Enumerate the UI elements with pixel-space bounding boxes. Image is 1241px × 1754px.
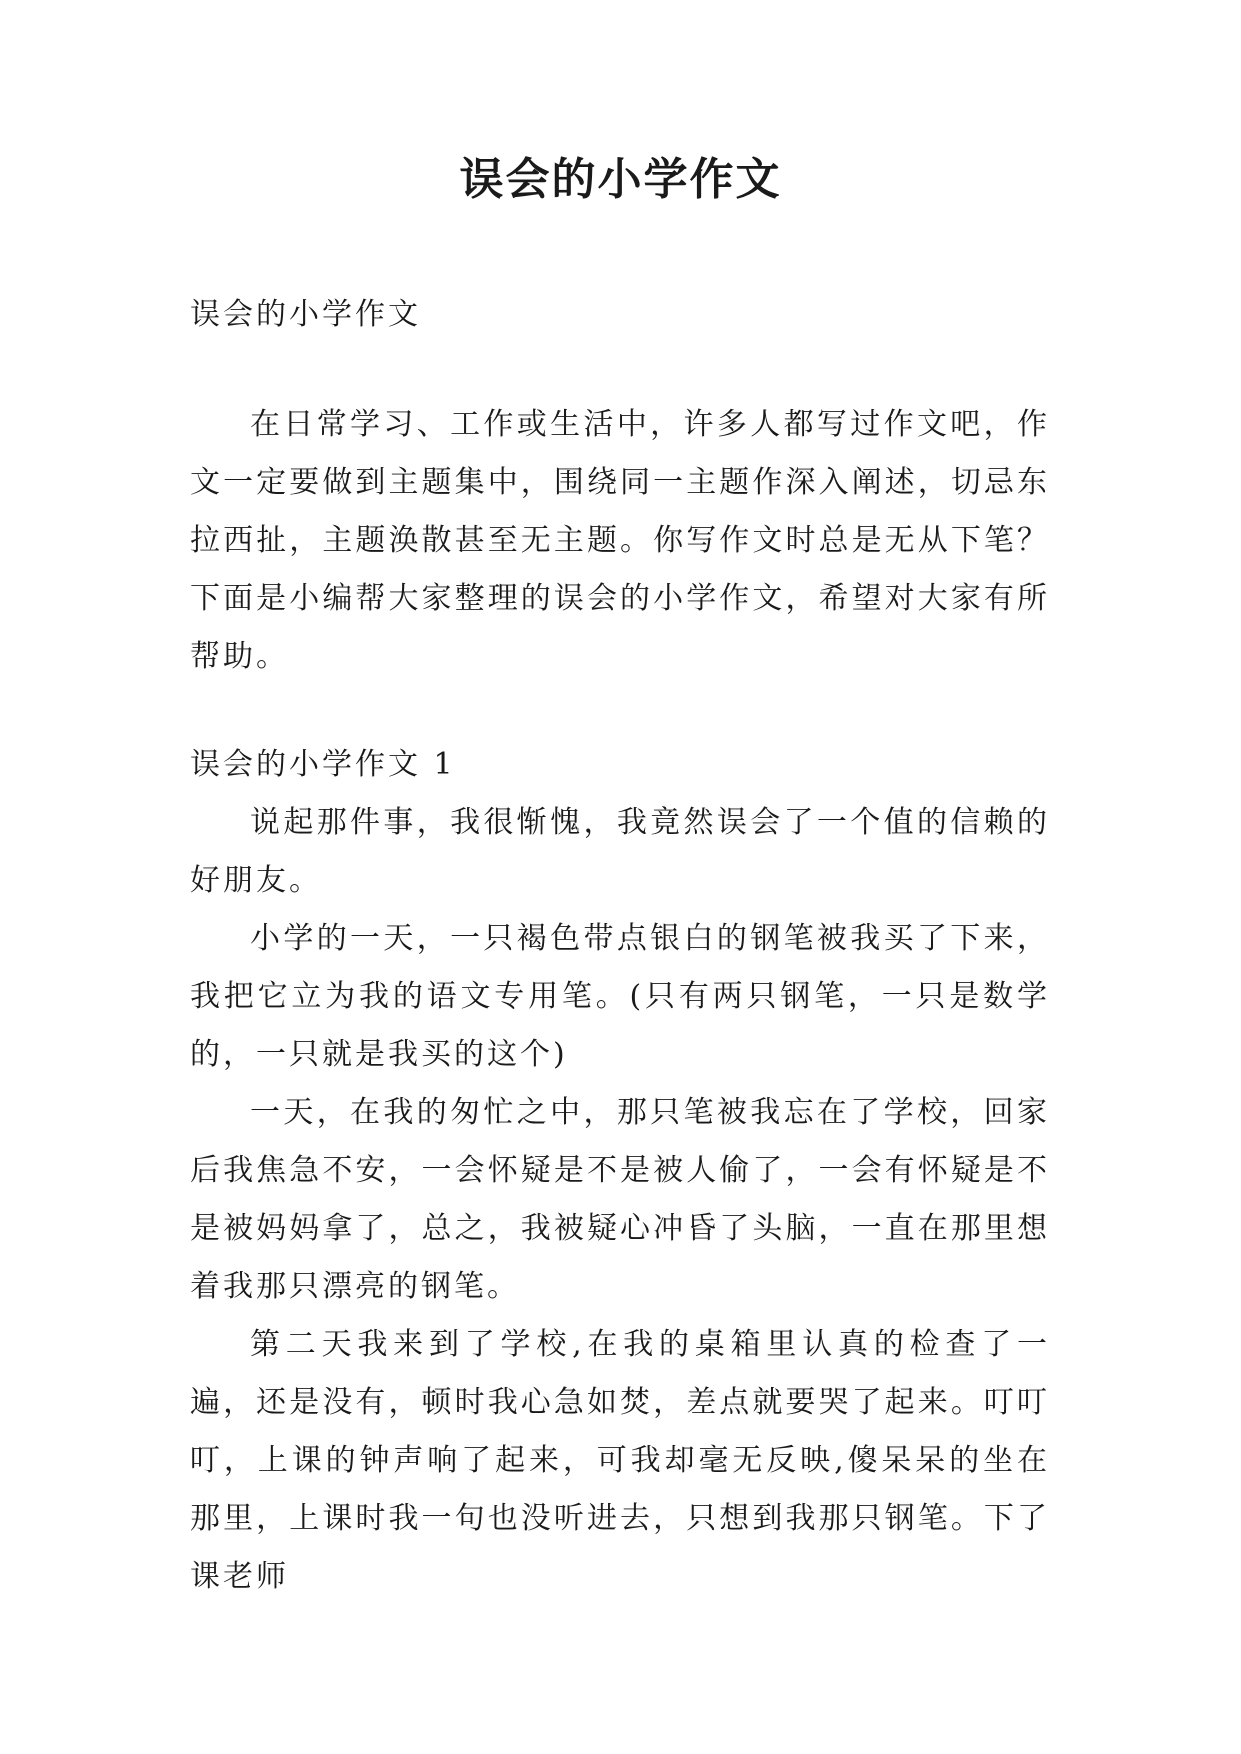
body-paragraph: 一天，在我的匆忙之中，那只笔被我忘在了学校，回家后我焦急不安，一会怀疑是不是被人偷了，一会有怀疑是不是被妈妈拿了，总之，我被疑心冲昏了头脑，一直在那里想着我那只漂亮的钢笔。 bbox=[190, 1095, 1050, 1304]
document-body bbox=[190, 286, 1050, 1606]
body-paragraph: 小学的一天，一只褐色带点银白的钢笔被我买了下来，我把它立为我的语文专用笔。(只有两只钢笔，一只是数学的，一只就是我买的这个) bbox=[190, 921, 1050, 1072]
body-paragraph: 第二天我来到了学校,在我的桌箱里认真的检查了一遍，还是没有，顿时我心急如焚，差点就要哭了起来。叮叮叮，上课的钟声响了起来，可我却毫无反映,傻呆呆的坐在那里，上课时我一句也没听进去，只想到我那只钢笔。下了课老师 bbox=[190, 1327, 1050, 1594]
document-title: 误会的小学作文 bbox=[459, 154, 782, 205]
section-heading: 误会的小学作文 1 bbox=[190, 747, 456, 782]
body-paragraph: 说起那件事，我很惭愧，我竟然误会了一个值的信赖的好朋友。 bbox=[190, 805, 1050, 898]
document-subtitle: 误会的小学作文 bbox=[190, 297, 421, 332]
intro-paragraph: 在日常学习、工作或生活中，许多人都写过作文吧，作文一定要做到主题集中，围绕同一主题作深入阐述，切忌东拉西扯，主题涣散甚至无主题。你写作文时总是无从下笔？下面是小编帮大家整理的误会的小学作文，希望对大家有所帮助。 bbox=[190, 407, 1050, 674]
